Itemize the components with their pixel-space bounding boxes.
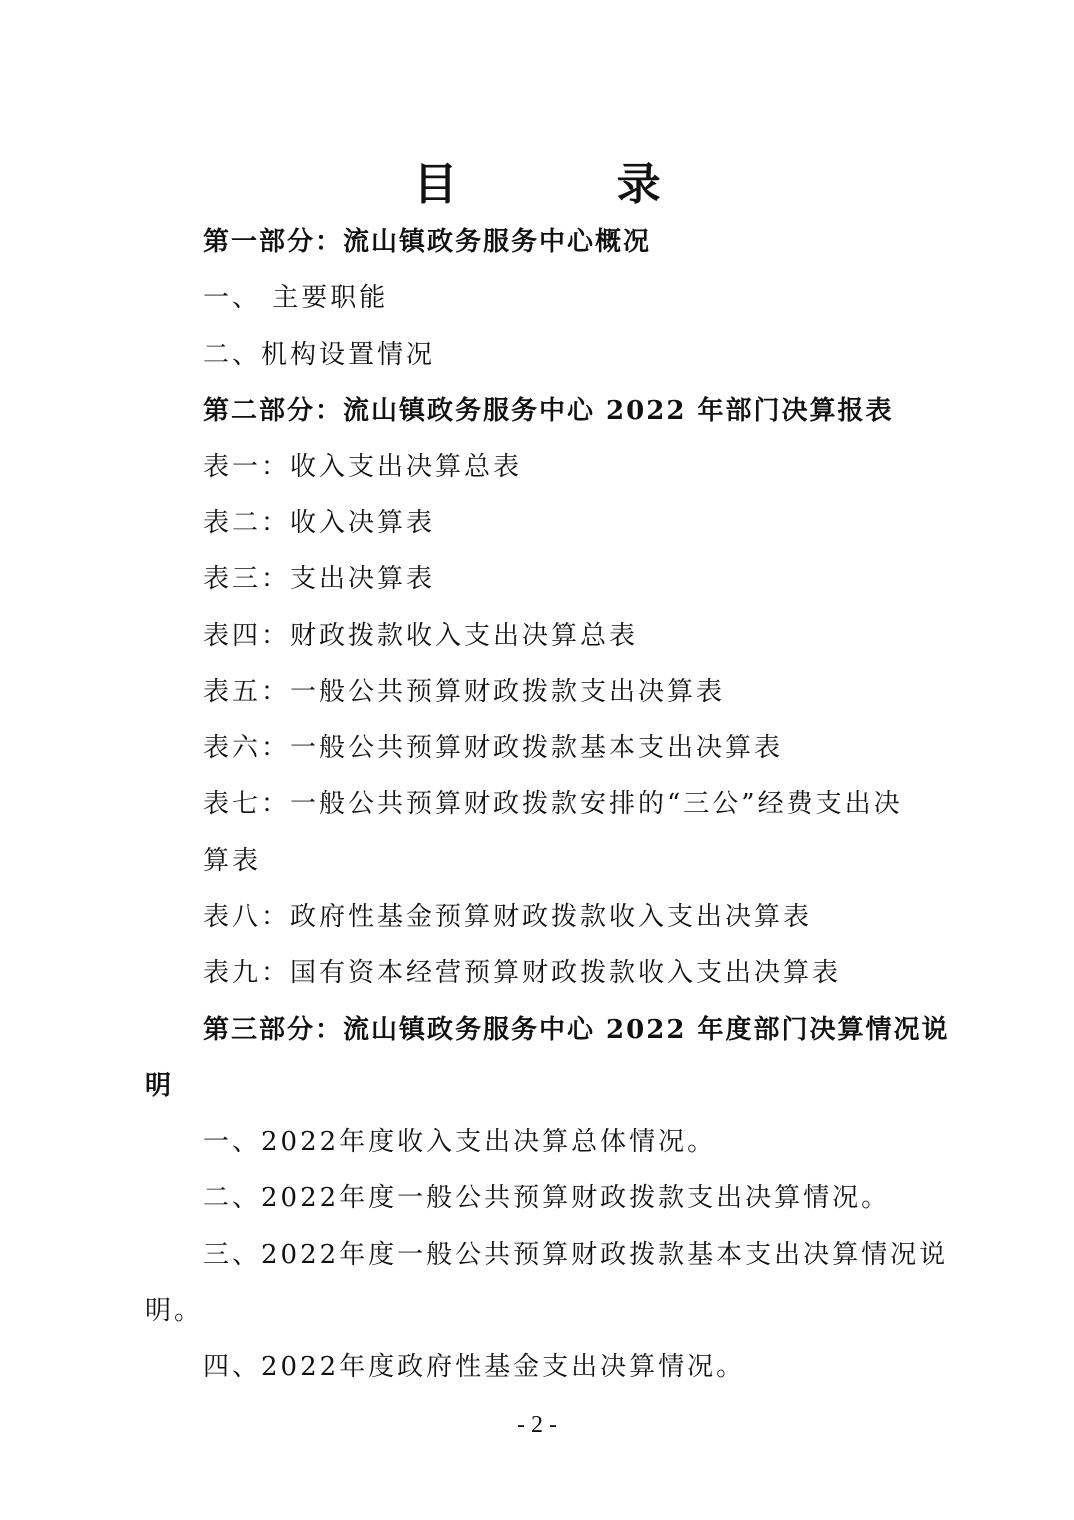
part2-item: 表九：国有资本经营预算财政拨款收入支出决算表 xyxy=(203,958,842,988)
part1-item: 一、 主要职能 xyxy=(203,283,389,313)
part2-item: 表一：收入支出决算总表 xyxy=(203,452,523,482)
part1-heading: 第一部分：流山镇政务服务中心概况 xyxy=(203,227,652,257)
part2-item: 表三：支出决算表 xyxy=(203,564,436,594)
part3-item-continued: 明。 xyxy=(145,1296,204,1326)
part3-item: 二、2022年度一般公共预算财政拨款支出决算情况。 xyxy=(203,1183,891,1213)
part2-item-continued: 算表 xyxy=(203,846,262,876)
part1-item: 二、机构设置情况 xyxy=(203,340,436,370)
page-title: 目 录 xyxy=(413,159,733,210)
part3-item: 三、2022年度一般公共预算财政拨款基本支出决算情况说 xyxy=(203,1240,949,1270)
part2-item: 表二：收入决算表 xyxy=(203,508,436,538)
part2-heading: 第二部分：流山镇政务服务中心 2022 年部门决算报表 xyxy=(203,396,894,426)
part3-item: 四、2022年度政府性基金支出决算情况。 xyxy=(203,1352,746,1382)
part2-item: 表七：一般公共预算财政拨款安排的“三公”经费支出决 xyxy=(203,789,903,819)
part2-item: 表四：财政拨款收入支出决算总表 xyxy=(203,621,639,651)
part2-item: 表八：政府性基金预算财政拨款收入支出决算表 xyxy=(203,902,813,932)
part2-item: 表六：一般公共预算财政拨款基本支出决算表 xyxy=(203,733,784,763)
part3-heading-continued: 明 xyxy=(145,1071,174,1101)
page-number: - 2 - xyxy=(517,1412,557,1438)
part3-heading: 第三部分：流山镇政务服务中心 2022 年度部门决算情况说 xyxy=(203,1015,950,1045)
part3-item: 一、2022年度收入支出决算总体情况。 xyxy=(203,1127,717,1157)
part2-item: 表五：一般公共预算财政拨款支出决算表 xyxy=(203,677,726,707)
